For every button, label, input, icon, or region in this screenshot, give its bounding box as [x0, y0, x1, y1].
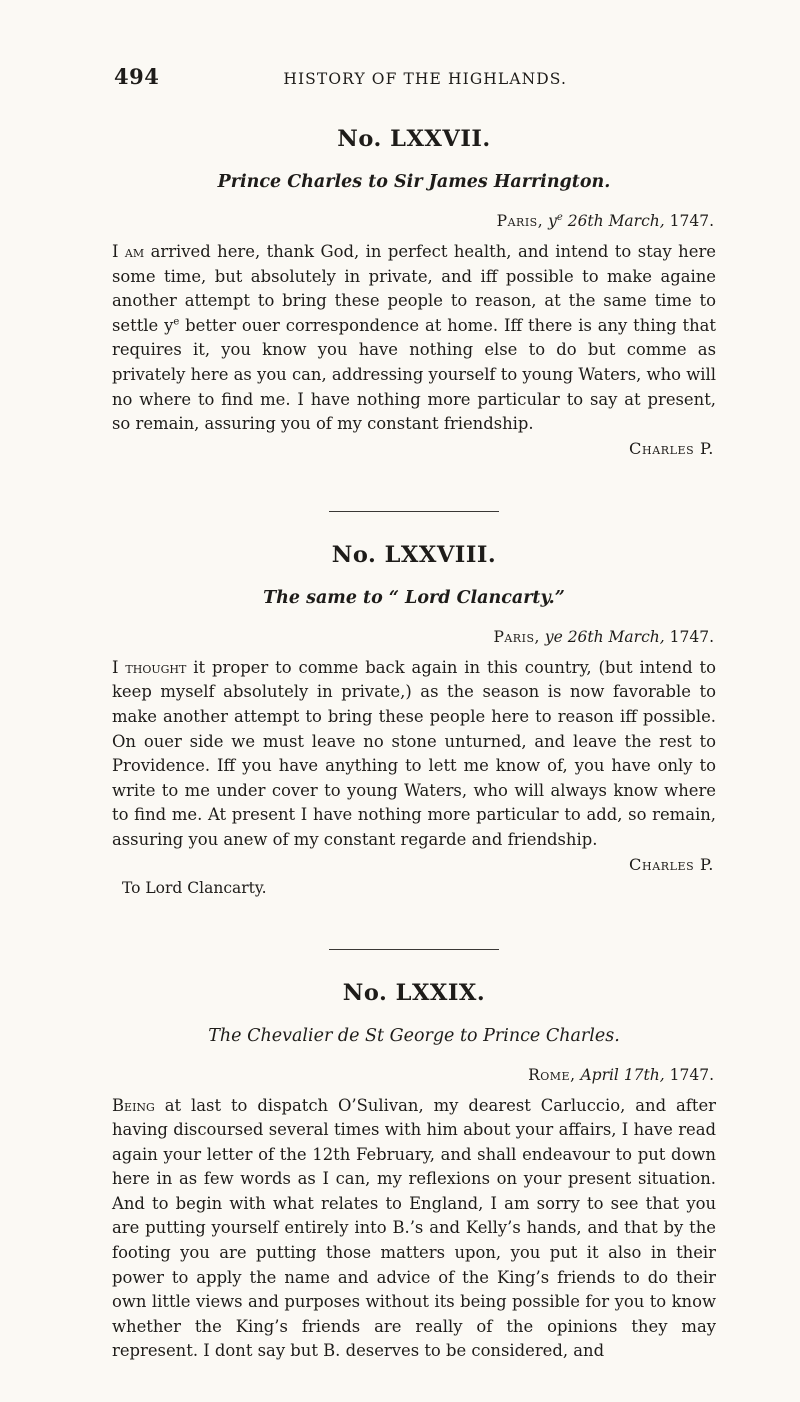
- letter-body-text: it proper to comme back again in this country, (but intend to keep myself absolutely in private,) as the season is now favorable to make another attempt to bring these people here to reason iff possible. On ouer side we must leave no stone unturned, and leave the rest to Providence. Iff you have anything to lett me know of, you have only to write to me under cover to young Waters, who will always know where to find me. At present I have nothing more particular to add, so remain, assuring you anew of my constant regarde and friendship.: [112, 657, 716, 849]
- dateline: [112, 212, 716, 230]
- dateline: [112, 628, 716, 646]
- dateline-place: Paris,: [493, 627, 540, 646]
- page-number: 494: [114, 64, 160, 89]
- letter-body-text: arrived here, thank God, in perfect health, and intend to stay here some time, but absolutely in private, and iff possible to make againe another attempt to bring these people to reason, at the same time to settle y: [112, 242, 716, 335]
- dateline: [112, 1066, 716, 1084]
- letter-body-text: at last to dispatch O’Sulivan, my dearest Carluccio, and after having discoursed several times with him about your affairs, I have read again your letter of the 12th February, and shall endeavour to put down here in as few words as I can, my reflexions on your present situation. And to begin with what relates to England, I am sorry to see that you are putting yourself entirely into B.’s and Kelly’s hands, and that by the footing you are putting those matters upon, you put it also in their power to apply the name and advice of the King’s friends to do their own little views and purposes without its being possible for you to know whether the King’s friends are really of the opinions they may represent. I dont say but B. deserves to be considered, and: [112, 1095, 716, 1361]
- dateline-year: 1747.: [669, 627, 714, 646]
- letter-number: No. LXXIX.: [342, 979, 486, 1006]
- letter-opening: I am: [112, 242, 145, 261]
- dateline-place: Paris,: [496, 212, 544, 230]
- letter-heading: The Chevalier de St George to Prince Charles.: [208, 1025, 620, 1046]
- letter-lxxix: [112, 980, 716, 1365]
- letter-address: To Lord Clancarty.: [122, 878, 267, 897]
- letter-lxxvii: [112, 126, 716, 461]
- letter-opening: Being: [112, 1095, 155, 1115]
- letter-number: No. LXXVII.: [337, 126, 491, 152]
- dateline-date: 26th March,: [567, 212, 665, 230]
- letter-body: [112, 1094, 716, 1365]
- letter-body-rest: better ouer correspondence at home. Iff there is any thing that requires it, you know you have nothing else to do but comme as privately here as you can, addressing yourself to young Waters, who will no where to find me. I have nothing more particular to say at present, so remain, assuring you of my constant friendship.: [112, 315, 716, 434]
- letter-body: [112, 656, 716, 853]
- section-divider: [329, 511, 499, 512]
- running-title: HISTORY OF THE HIGHLANDS.: [283, 70, 567, 88]
- signature: Charles P.: [629, 438, 714, 458]
- letter-body: [112, 240, 716, 437]
- page-header: [114, 64, 714, 89]
- dateline-date-sup: e: [556, 211, 563, 223]
- dateline-date: April 17th,: [580, 1065, 665, 1084]
- letter-lxxviii: [112, 542, 716, 899]
- dateline-date: ye 26th March,: [544, 627, 665, 646]
- page-content: [112, 126, 716, 1364]
- letter-heading: Prince Charles to Sir James Harrington.: [217, 172, 611, 192]
- letter-heading: The same to “ Lord Clancarty.”: [263, 587, 565, 608]
- letter-opening: I thought: [112, 657, 187, 677]
- letter-body-sup: e: [173, 316, 180, 328]
- dateline-place: Rome,: [528, 1065, 576, 1084]
- section-divider: [329, 949, 499, 950]
- dateline-date-prefix: y: [548, 212, 557, 230]
- signature: Charles P.: [629, 854, 714, 874]
- dateline-year: 1747.: [669, 212, 714, 230]
- letter-number: No. LXXVIII.: [331, 541, 497, 568]
- dateline-year: 1747.: [669, 1065, 714, 1084]
